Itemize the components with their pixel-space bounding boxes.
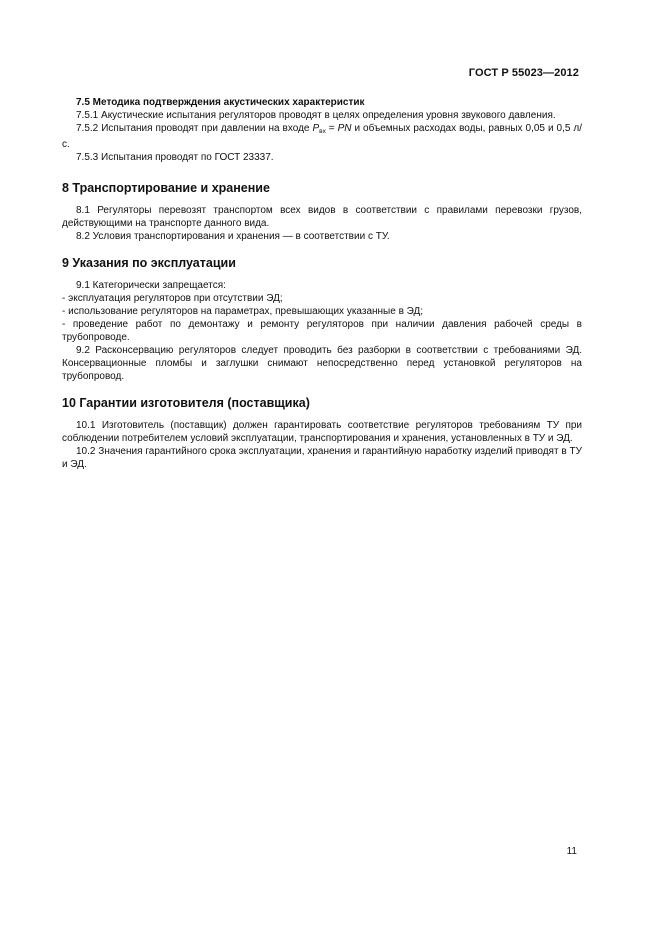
list-item: - использование регуляторов на параметрах, превышающих указанные в ЭД; [62,306,424,317]
paragraph-8-2: 8.2 Условия транспортирования и хранения — в соответствии с ТУ. [76,231,390,242]
subsection-7-5-title: 7.5 Методика подтверждения акустических характеристик [76,97,365,108]
paragraph-9-2: 9.2 Расконсервацию регуляторов следует проводить без разборки в соответствии с требованиями ЭД. Консервационные пломбы и заглушки снимают непосредственно перед установкой регуляторов на трубопровод. [62,345,582,382]
document-id-header: ГОСТ Р 55023—2012 [468,67,579,79]
paragraph-10-1: 10.1 Изготовитель (поставщик) должен гарантировать соответствие регуляторов требованиям ТУ при соблюдении потребителем условий эксплуатации, транспортирования и хранения, установленных в ТУ и ЭД. [62,420,582,444]
document-body [62,96,582,471]
paragraph-10-2: 10.2 Значения гарантийного срока эксплуатации, хранения и гарантийную наработку изделий приводят в ТУ и ЭД. [62,446,582,470]
paragraph-7-5-2-text-a: 7.5.2 Испытания проводят при давлении на входе [76,123,313,134]
paragraph-7-5-3: 7.5.3 Испытания проводят по ГОСТ 23337. [76,152,274,163]
pressure-symbol: P [312,123,320,134]
paragraph-8-1: 8.1 Регуляторы перевозят транспортом всех видов в соответствии с правилами перевозки грузов, действующими на транспорте данного вида. [62,205,582,229]
paragraph-7-5-2-text-b: и объемных расходах воды, равных 0,05 и 0,5 л/с. [62,123,582,150]
nominal-pressure-symbol: PN [337,123,352,134]
section-10-heading: 10 Гарантии изготовителя (поставщика) [62,396,310,410]
pressure-subscript: вх [319,128,326,135]
paragraph-7-5-1: 7.5.1 Акустические испытания регуляторов проводят в целях определения уровня звукового давления. [76,110,556,121]
page-number: 11 [566,846,577,857]
section-9-heading: 9 Указания по эксплуатации [62,256,236,270]
equals-sign: = [325,123,338,134]
section-8-heading: 8 Транспортирование и хранение [62,181,270,195]
paragraph-7-5-2 [62,122,582,151]
list-item: - эксплуатация регуляторов при отсутствии ЭД; [62,293,283,304]
list-item: - проведение работ по демонтажу и ремонту регуляторов при наличии давления рабочей среды в трубопроводе. [62,319,582,343]
paragraph-9-1: 9.1 Категорически запрещается: [76,280,226,291]
